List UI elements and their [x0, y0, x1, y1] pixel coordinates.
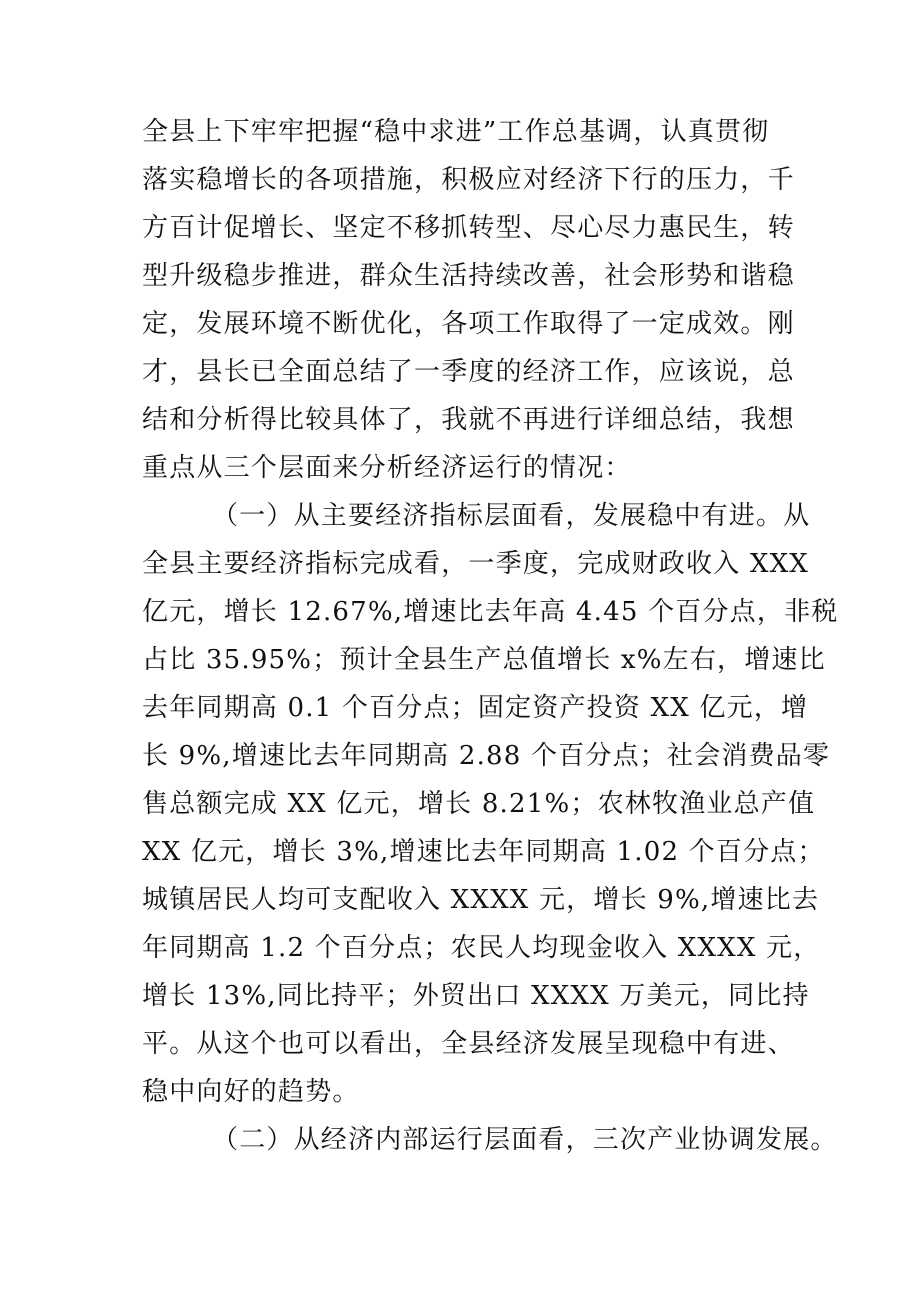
text-line: 平。从这个也可以看出，全县经济发展呈现稳中有进、	[142, 1029, 795, 1059]
text-line: 售总额完成 XX 亿元，增长 8.21%；农林牧渔业总产值	[142, 789, 816, 819]
text-line: 型升级稳步推进，群众生活持续改善，社会形势和谐稳	[142, 261, 795, 291]
text-line: 亿元，增长 12.67%,增速比去年高 4.45 个百分点，非税	[142, 597, 839, 627]
text-line: 落实稳增长的各项措施，积极应对经济下行的压力，千	[142, 165, 795, 195]
text-line: 年同期高 1.2 个百分点；农民人均现金收入 XXXX 元，	[142, 933, 821, 963]
text-line: 占比 35.95%；预计全县生产总值增长 x%左右，增速比	[142, 645, 826, 675]
paragraph-heading: （一）从主要经济指标层面看，发展稳中有进。从	[212, 501, 811, 531]
text-line: 方百计促增长、坚定不移抓转型、尽心尽力惠民生，转	[142, 213, 795, 243]
text-line: 增长 13%,同比持平；外贸出口 XXXX 万美元，同比持	[142, 981, 810, 1011]
text-line: 全县上下牢牢把握“稳中求进”工作总基调，认真贯彻	[142, 117, 770, 147]
text-line: 去年同期高 0.1 个百分点；固定资产投资 XX 亿元，增	[142, 693, 809, 723]
text-line: 才，县长已全面总结了一季度的经济工作，应该说，总	[142, 357, 795, 387]
text-line: 重点从三个层面来分析经济运行的情况：	[142, 453, 632, 483]
paragraph-heading: （二）从经济内部运行层面看，三次产业协调发展。	[212, 1125, 838, 1155]
text-line: 长 9%,增速比去年同期高 2.88 个百分点；社会消费品零	[142, 741, 831, 771]
text-line: 结和分析得比较具体了，我就不再进行详细总结，我想	[142, 405, 795, 435]
text-line: 城镇居民人均可支配收入 XXXX 元，增长 9%,增速比去	[142, 885, 820, 915]
text-line: 稳中向好的趋势。	[142, 1077, 360, 1107]
text-line: 全县主要经济指标完成看，一季度，完成财政收入 XXX	[142, 549, 809, 579]
text-line: 定，发展环境不断优化，各项工作取得了一定成效。刚	[142, 309, 795, 339]
text-line: XX 亿元，增长 3%,增速比去年同期高 1.02 个百分点；	[142, 837, 825, 867]
